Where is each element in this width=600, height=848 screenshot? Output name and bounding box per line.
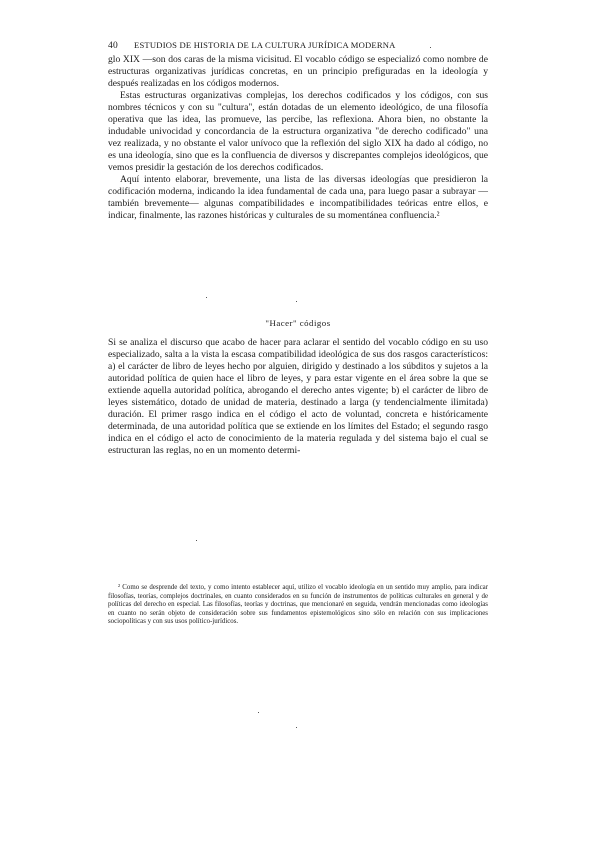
footnote bbox=[108, 584, 488, 627]
paragraph: Aquí intento elaborar, brevemente, una lista de las diversas ideologías que presidieron la codificación moderna, indicando la idea fundamental de cada una, para luego pasar a subrayar —también brevemente— algunas compatibilidades e incompatibilidades teóricas entre ellos, e indicar, finalmente, las razones históricas y culturales de su momentánea confluencia.² bbox=[108, 174, 488, 221]
scan-speck bbox=[430, 47, 431, 48]
scan-speck bbox=[296, 727, 297, 728]
body-block-top bbox=[108, 54, 488, 222]
scan-speck bbox=[196, 540, 197, 541]
scan-speck bbox=[296, 301, 297, 302]
body-block-main bbox=[108, 337, 488, 457]
scan-speck bbox=[206, 297, 207, 298]
footnote-text: ² Como se desprende del texto, y como intento establecer aquí, utilizo el vocablo ideología en un sentido muy amplio, para indicar filosofías, teorías, complejos doctrinales, en cuanto considerados en su función de instrumentos de políticas culturales en general y de políticas del derecho en especial. Las filosofías, teorías y doctrinas, que mencionaré en seguida, vendrán mencionadas como ideologías en cuanto no serán objeto de consideración sobre sus fundamentos epistemológicos sino sólo en relación con sus implicaciones sociopolíticas y con sus usos político-jurídicos. bbox=[108, 584, 488, 626]
scan-speck bbox=[258, 712, 259, 713]
page-number: 40 bbox=[108, 41, 118, 51]
paragraph: Si se analiza el discurso que acabo de hacer para aclarar el sentido del vocablo código en su uso especializado, salta a la vista la escasa compatibilidad ideológica de sus dos rasgos característicos: a) el carácter de libro de leyes hecho por alguien, dirigido y destinado a los súbditos y sujetos a la autoridad política de quien hace el libro de leyes, y para estar vigente en el área sobre la que se extiende aquella autoridad política, abrogando el derecho antes vigente; b) el carácter de libro de leyes sistemático, dotado de unidad de materia, destinado a larga (y tendencialmente ilimitada) duración. El primer rasgo indica en el código el acto de voluntad, concreta e históricamente determinada, de una autoridad política que se extiende en los límites del Estado; el segundo rasgo indica en el código el acto de conocimiento de la materia regulada y del sistema bajo el cual se estructuran las reglas, no en un momento determi- bbox=[108, 337, 488, 456]
paragraph-continuation: glo XIX —son dos caras de la misma vicisitud. El vocablo código se especializó como nombre de estructuras organizativas jurídicas concretas, en un principio prefiguradas en la ideología y después realizadas en los códigos modernos. bbox=[108, 54, 488, 89]
paragraph: Estas estructuras organizativas complejas, los derechos codificados y los códigos, con sus nombres técnicos y con su "cultura", están dotadas de un elemento ideológico, de una filosofía operativa que las idea, las promueve, las percibe, las reflexiona. Ahora bien, no obstante la indudable univocidad y concordancia de la estructura organizativa "de derecho codificado" una vez realizada, y no obstante el valor unívoco que la reflexión del siglo XIX ha dado al código, no es una ideología, sino que es la confluencia de diversos y discrepantes complejos ideológicos, que vemos presidir la gestación de los derechos codificados. bbox=[108, 90, 488, 173]
section-heading: "Hacer" códigos bbox=[265, 318, 331, 328]
running-title: ESTUDIOS DE HISTORIA DE LA CULTURA JURÍDICA MODERNA bbox=[134, 40, 396, 50]
running-header bbox=[108, 40, 488, 51]
